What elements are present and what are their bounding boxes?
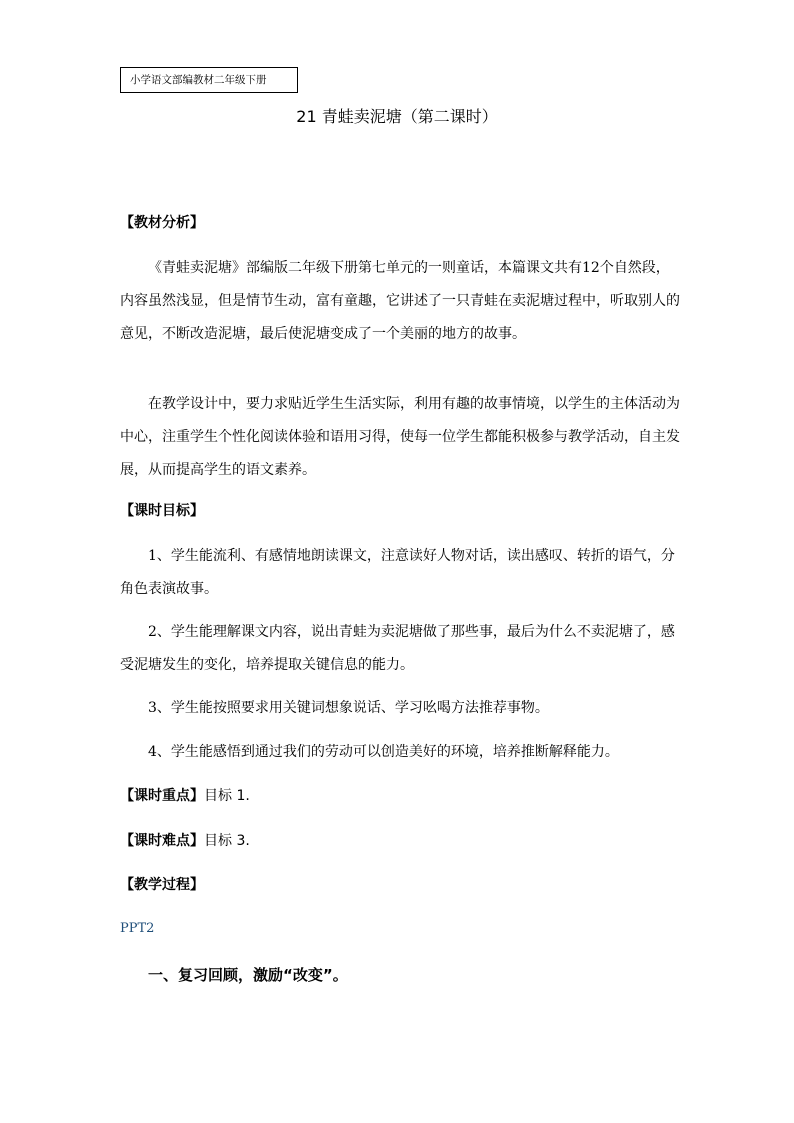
objective-item-4: 4、学生能感悟到通过我们的劳动可以创造美好的环境，培养推断解释能力。 [148, 744, 619, 760]
section-heading-process: 【教学过程】 [120, 877, 204, 893]
key-point-value: 目标 1. [204, 788, 250, 804]
analysis-paragraph-1: 《青蛙卖泥塘》部编版二年级下册第七单元的一则童话，本篇课文共有12个自然段，内容虽然浅显，但是情节生动，富有童趣，它讲述了一只青蛙在卖泥塘过程中，听取别人的意见，不断改造泥塘，最后使泥塘变成了一个美丽的地方的故事。 [120, 260, 680, 342]
key-point-line [120, 786, 250, 806]
objective-item-2: 2、学生能理解课文内容，说出青蛙为卖泥塘做了那些事，最后为什么不卖泥塘了，感受泥塘发生的变化，培养提取关键信息的能力。 [120, 624, 675, 673]
objective-item-1: 1、学生能流利、有感情地朗读课文，注意读好人物对话，读出感叹、转折的语气，分角色表演故事。 [120, 548, 675, 597]
objective-item-3: 3、学生能按照要求用关键词想象说话、学习吆喝方法推荐事物。 [148, 700, 549, 716]
book-label-box [120, 67, 298, 93]
page-title: 21 青蛙卖泥塘（第二课时） [296, 107, 498, 126]
analysis-paragraph-2: 在教学设计中，要力求贴近学生生活实际，利用有趣的故事情境，以学生的主体活动为中心，注重学生个性化阅读体验和语用习得，使每一位学生都能积极参与教学活动，自主发展，从而提高学生的语文素养。 [120, 396, 680, 478]
book-label: 小学语文部编教材二年级下册 [130, 74, 267, 86]
section-heading-objectives: 【课时目标】 [120, 503, 204, 519]
difficulty-heading: 【课时难点】 [120, 833, 204, 849]
difficulty-line [120, 831, 250, 851]
section-heading-analysis: 【教材分析】 [120, 215, 204, 231]
difficulty-value: 目标 3. [204, 833, 250, 849]
process-step-1: 一、复习回顾，激励“改变”。 [148, 966, 348, 984]
key-point-heading: 【课时重点】 [120, 788, 204, 804]
ppt-label: PPT2 [120, 921, 155, 936]
